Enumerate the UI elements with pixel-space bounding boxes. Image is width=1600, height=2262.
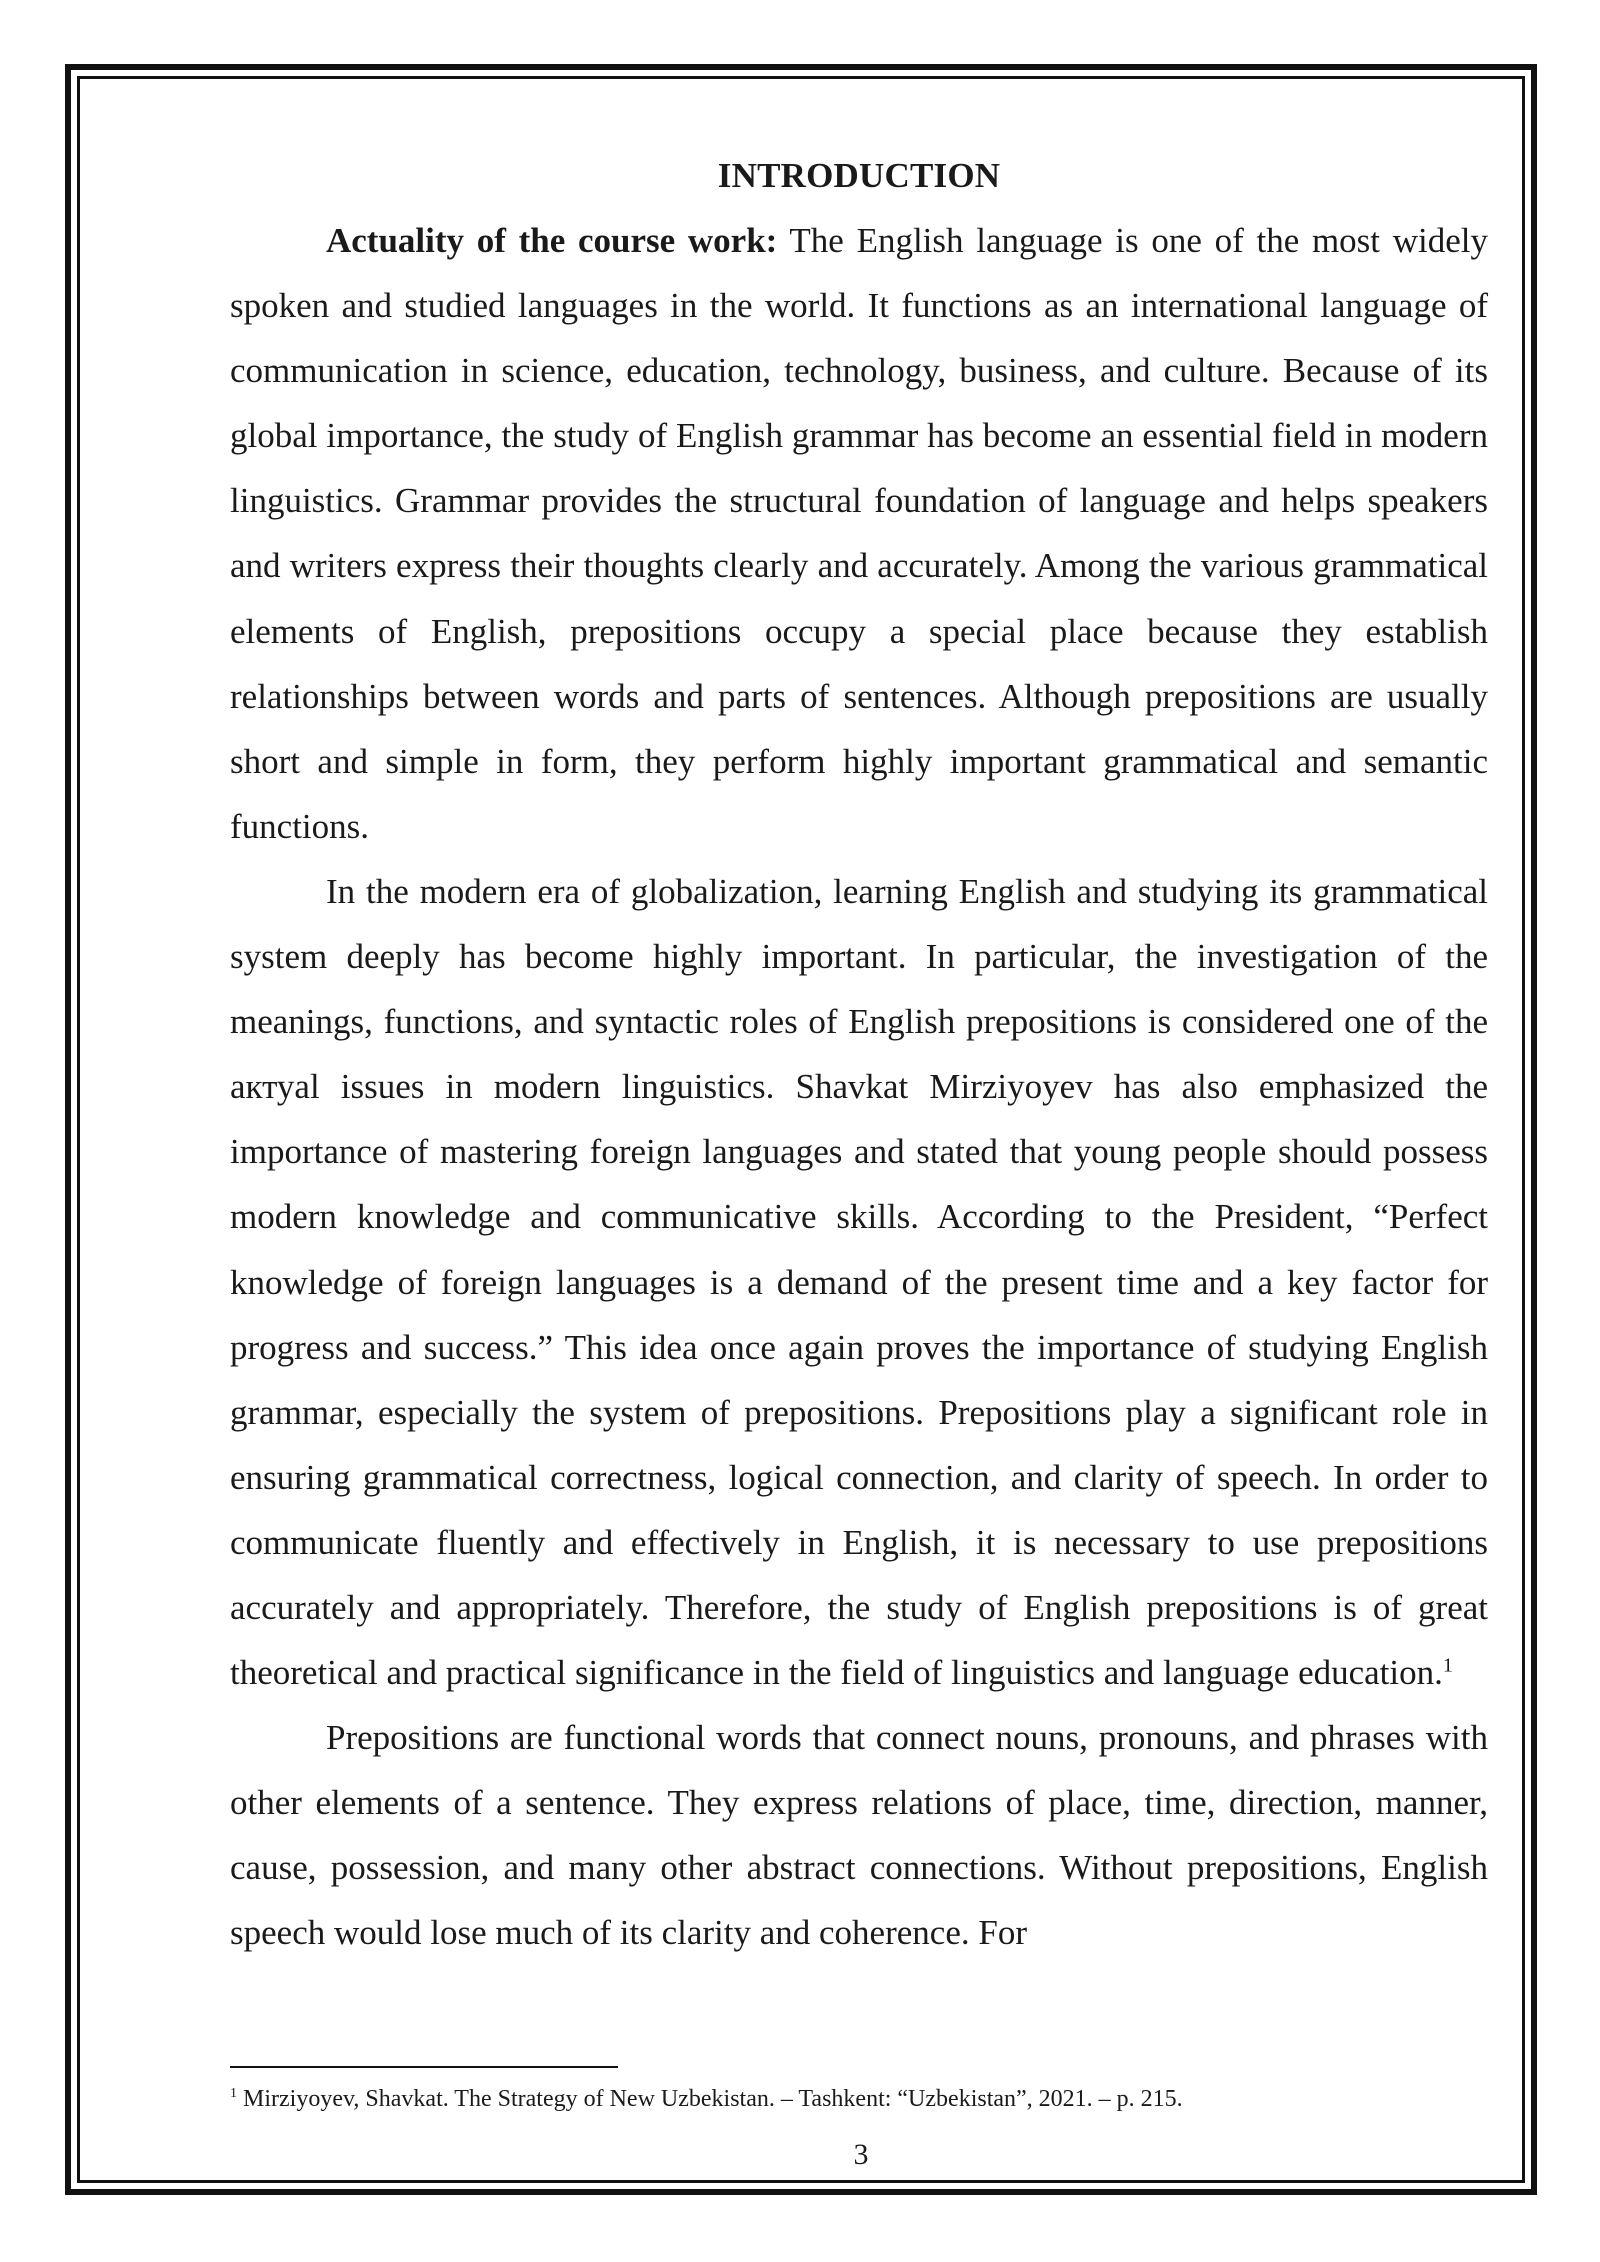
footnote	[230, 2083, 1488, 2115]
paragraph-prepositions	[230, 1705, 1488, 1965]
paragraph-text: In the modern era of globalization, learning English and studying its grammatical system deeply has become highly important. In particular, the investigation of the meanings, functions, and syntactic roles of English prepositions is considered one of the актуal issues in modern linguistics. Shavkat Mirziyoyev has also emphasized the importance of mastering foreign languages and stated that young people should possess modern knowledge and communicative skills. According to the President, “Perfect knowledge of foreign languages is a demand of the present time and a key factor for progress and success.” This idea once again proves the importance of studying English grammar, especially the system of prepositions. Prepositions play a significant role in ensuring grammatical correctness, logical connection, and clarity of speech. In order to communicate fluently and effectively in English, it is necessary to use prepositions accurately and appropriately. Therefore, the study of English prepositions is of great theoretical and practical significance in the field of linguistics and language education.	[230, 871, 1488, 1693]
page-body	[230, 143, 1488, 1966]
section-heading: INTRODUCTION	[717, 156, 1001, 195]
footnote-reference[interactable]: 1	[1442, 1654, 1453, 1677]
paragraph-text: The English language is one of the most widely spoken and studied languages in the world. It functions as an international language of communication in science, education, technology, business, and culture. Because of its global importance, the study of English grammar has become an essential field in modern linguistics. Grammar provides the structural foundation of language and helps speakers and writers express their thoughts clearly and accurately. Among the various grammatical elements of English, prepositions occupy a special place because they establish relationships between words and parts of sentences. Although prepositions are usually short and simple in form, they perform highly important grammatical and semantic functions.	[230, 221, 1488, 846]
footnote-separator	[230, 2066, 618, 2068]
paragraph-lead: Actuality of the course work:	[326, 221, 778, 260]
footnote-mark: 1	[230, 2086, 237, 2101]
paragraph-text: Prepositions are functional words that connect nouns, pronouns, and phrases with other elements of a sentence. They express relations of place, time, direction, manner, cause, possession, and many other abstract connections. Without prepositions, English speech would lose much of its clarity and coherence. For	[230, 1718, 1488, 1953]
paragraph-actuality	[230, 208, 1488, 859]
page-number: 3	[853, 2138, 869, 2171]
paragraph-globalization	[230, 859, 1488, 1705]
footnote-text: Mirziyoyev, Shavkat. The Strategy of New Uzbekistan. – Tashkent: “Uzbekistan”, 2021. – p. 215.	[243, 2086, 1183, 2112]
